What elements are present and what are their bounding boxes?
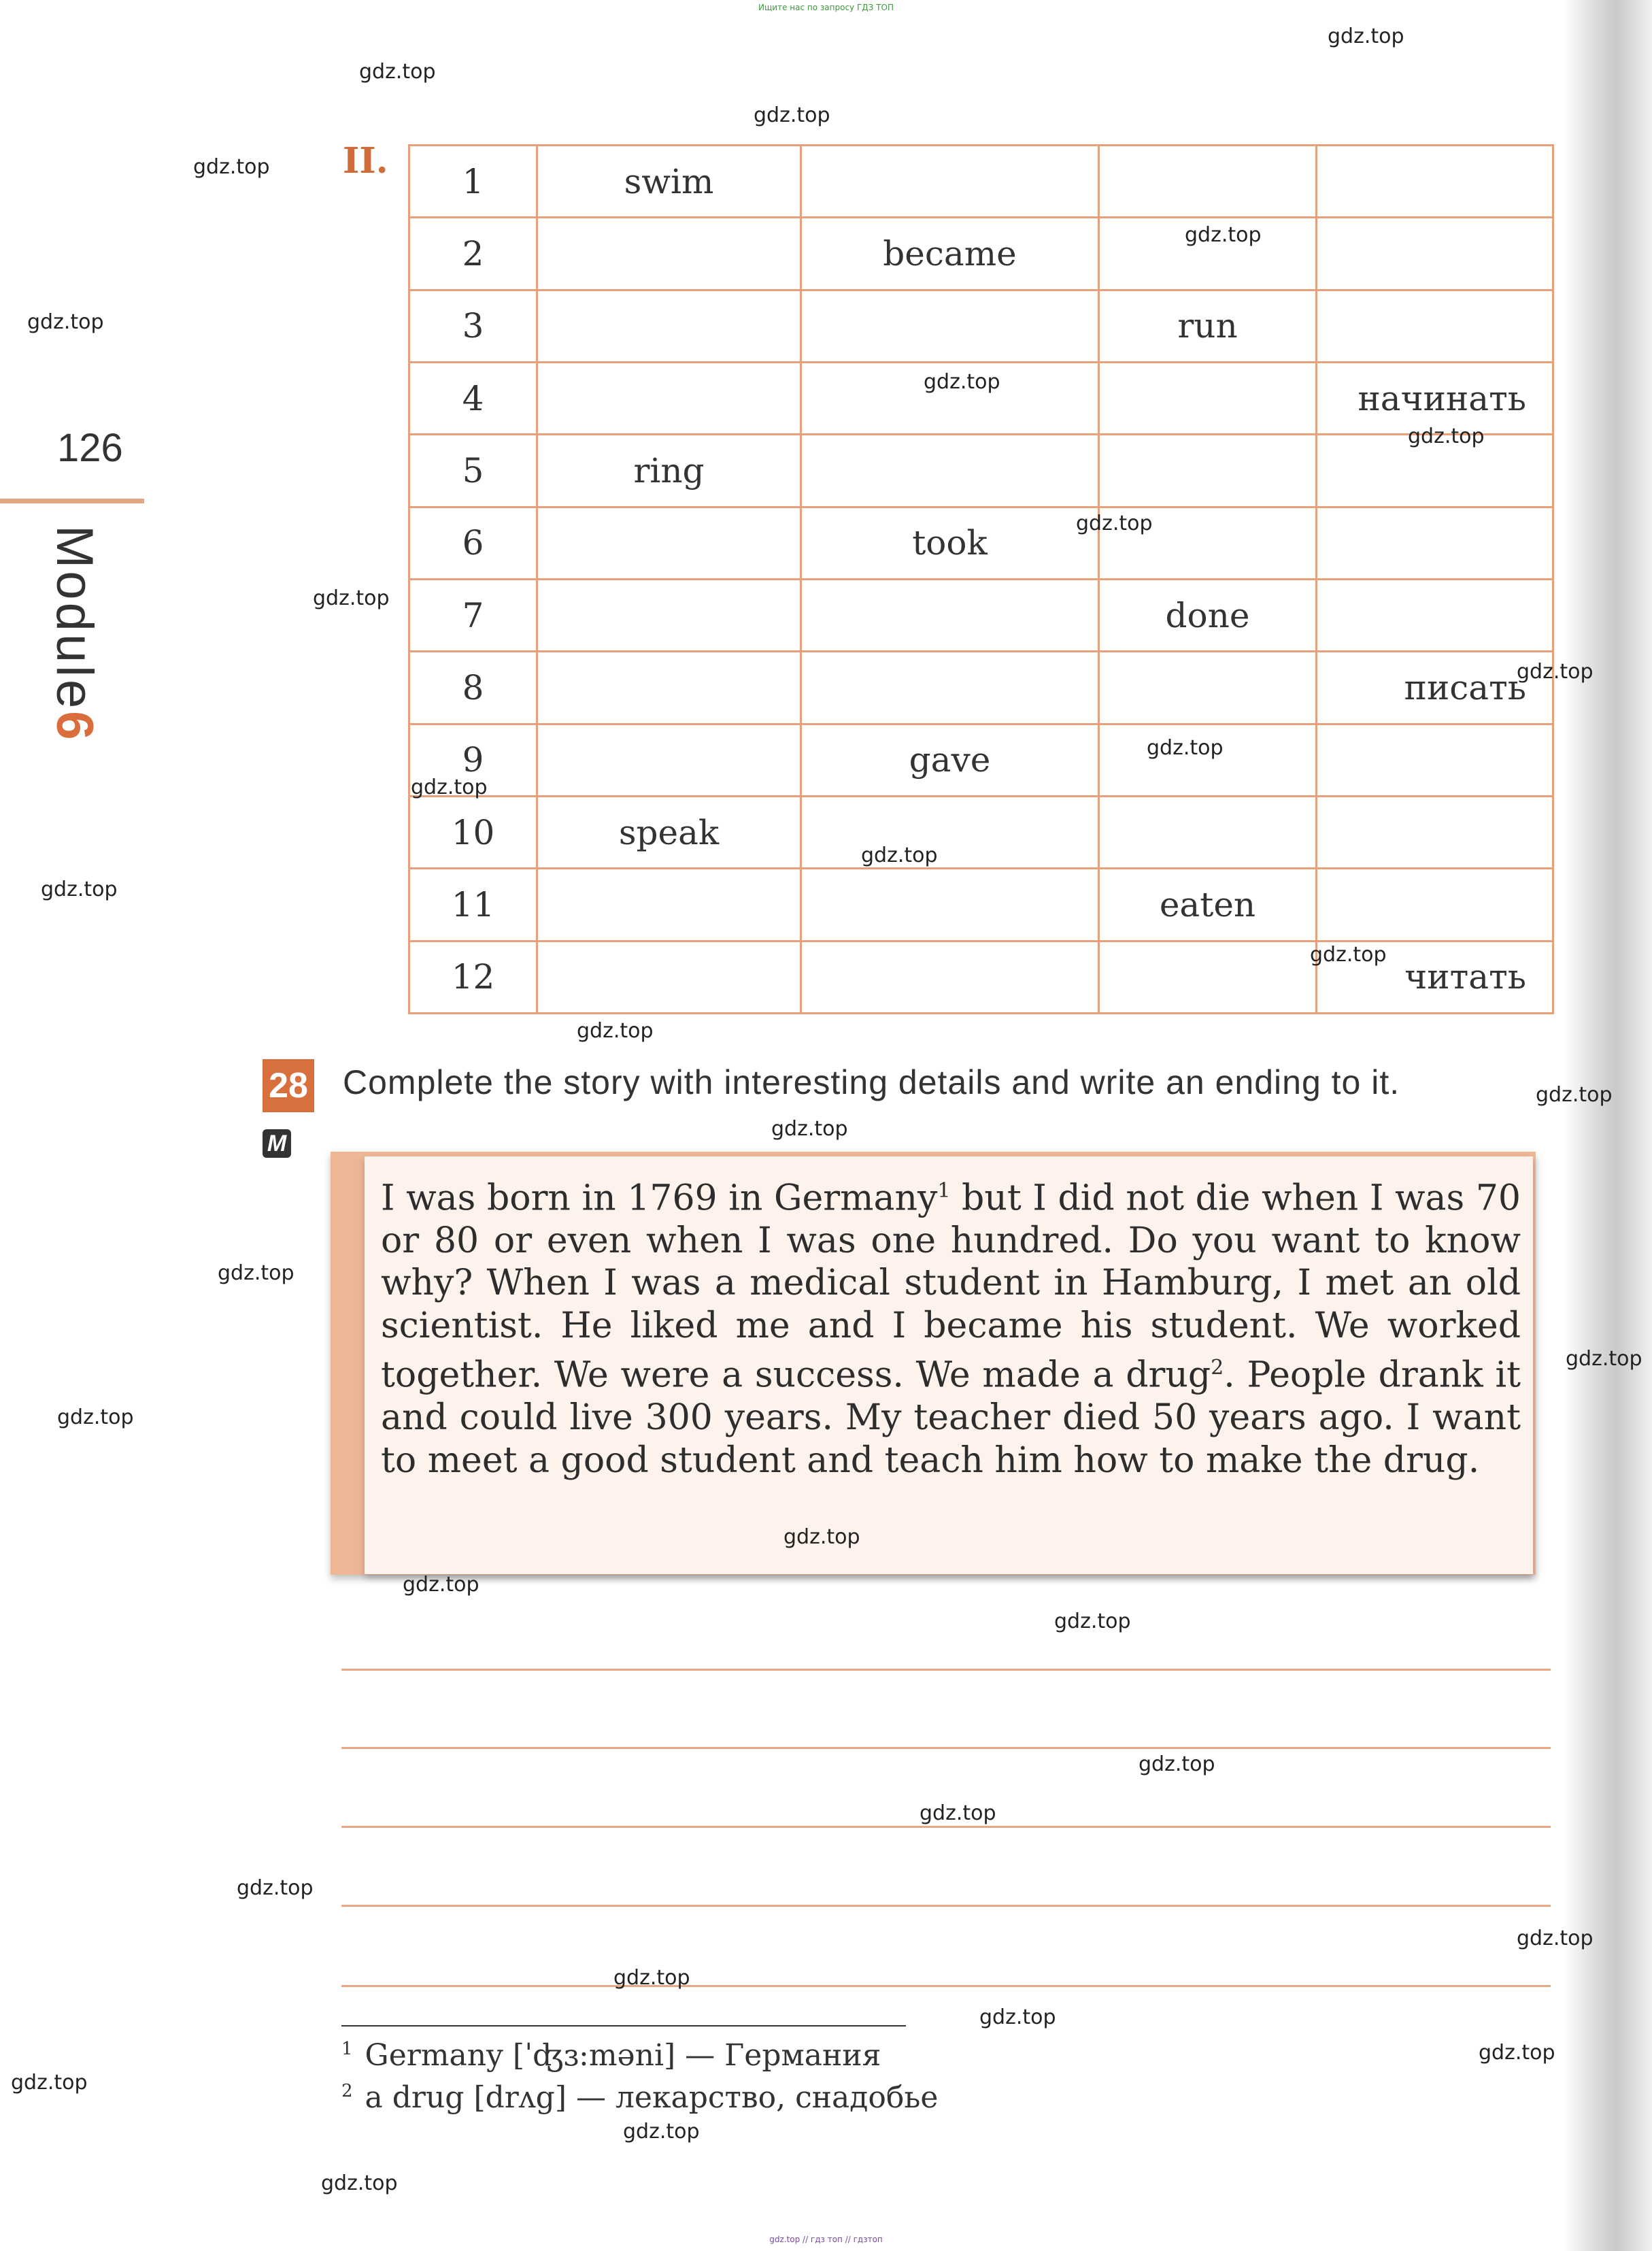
watermark: gdz.top — [979, 2005, 1056, 2029]
writing-line[interactable] — [341, 1747, 1551, 1749]
writing-line[interactable] — [341, 1826, 1551, 1828]
page-edge-shadow — [1564, 0, 1652, 2251]
blank-cell[interactable] — [801, 652, 1099, 724]
portfolio-icon: M — [263, 1129, 291, 1158]
table-row — [409, 290, 1553, 362]
watermark: gdz.top — [924, 370, 1000, 394]
blank-cell[interactable] — [1099, 652, 1317, 724]
watermark: gdz.top — [403, 1573, 479, 1597]
watermark: gdz.top — [57, 1405, 134, 1429]
blank-cell[interactable] — [537, 362, 801, 434]
row-number: 10 — [409, 796, 537, 868]
watermark: gdz.top — [1517, 1927, 1594, 1950]
blank-cell[interactable] — [801, 146, 1099, 218]
blank-cell[interactable] — [1099, 362, 1317, 434]
footnote-divider — [341, 2025, 906, 2027]
table-row — [409, 507, 1553, 579]
row-number: 8 — [409, 652, 537, 724]
blank-cell[interactable] — [1317, 218, 1553, 290]
blank-cell[interactable] — [537, 652, 801, 724]
watermark: gdz.top — [1566, 1347, 1642, 1371]
footnote-1: $^1$ Germany [ˈʤɜ:məni] — Германия — [341, 2038, 881, 2073]
blank-cell[interactable] — [1317, 290, 1553, 362]
watermark: gdz.top — [1185, 223, 1262, 247]
blank-cell[interactable] — [537, 218, 801, 290]
watermark: gdz.top — [771, 1117, 848, 1141]
verb-form-cell: gave — [801, 724, 1099, 796]
verb-form-cell: eaten — [1099, 869, 1317, 941]
watermark: gdz.top — [27, 310, 104, 334]
row-number: 6 — [409, 507, 537, 579]
row-number: 5 — [409, 435, 537, 507]
blank-cell[interactable] — [537, 290, 801, 362]
watermark: gdz.top — [754, 103, 830, 127]
blank-cell[interactable] — [801, 869, 1099, 941]
row-number: 3 — [409, 290, 537, 362]
top-note: Ищите нас по запросу ГДЗ ТОП — [758, 3, 894, 12]
blank-cell[interactable] — [1317, 869, 1553, 941]
table-row — [409, 724, 1553, 796]
module-word: Module — [46, 525, 103, 712]
watermark: gdz.top — [1479, 2041, 1555, 2065]
watermark: gdz.top — [193, 155, 270, 179]
watermark: gdz.top — [313, 586, 390, 610]
table-row — [409, 218, 1553, 290]
verb-form-cell: speak — [537, 796, 801, 868]
table-row — [409, 869, 1553, 941]
watermark: gdz.top — [577, 1019, 654, 1043]
blank-cell[interactable] — [1099, 435, 1317, 507]
bottom-note: gdz.top // гдз топ // гдзтоп — [769, 2235, 883, 2244]
page-number-divider — [0, 499, 144, 503]
page-number: 126 — [57, 426, 123, 470]
blank-cell[interactable] — [1317, 796, 1553, 868]
verb-form-cell: became — [801, 218, 1099, 290]
watermark: gdz.top — [1076, 512, 1153, 535]
table-row — [409, 796, 1553, 868]
writing-line[interactable] — [341, 1905, 1551, 1907]
row-number: 11 — [409, 869, 537, 941]
watermark: gdz.top — [1310, 943, 1387, 967]
watermark: gdz.top — [783, 1525, 860, 1549]
blank-cell[interactable] — [1317, 579, 1553, 651]
watermark: gdz.top — [237, 1876, 314, 1900]
module-number: 6 — [46, 711, 103, 743]
verb-forms-table — [408, 144, 1554, 1014]
blank-cell[interactable] — [537, 507, 801, 579]
blank-cell[interactable] — [537, 941, 801, 1013]
row-number: 2 — [409, 218, 537, 290]
blank-cell[interactable] — [1317, 724, 1553, 796]
watermark: gdz.top — [218, 1261, 294, 1285]
verb-form-cell: swim — [537, 146, 801, 218]
watermark: gdz.top — [920, 1801, 996, 1825]
verb-form-cell: done — [1099, 579, 1317, 651]
blank-cell[interactable] — [1099, 146, 1317, 218]
verb-form-cell: ring — [537, 435, 801, 507]
translation-cell: читать — [1317, 941, 1553, 1013]
writing-line[interactable] — [341, 1669, 1551, 1671]
watermark: gdz.top — [1536, 1083, 1613, 1107]
watermark: gdz.top — [411, 776, 488, 799]
blank-cell[interactable] — [801, 796, 1099, 868]
translation-cell: начинать — [1317, 362, 1553, 434]
exercise-label: II. — [343, 140, 388, 182]
verb-form-cell: run — [1099, 290, 1317, 362]
table-row — [409, 579, 1553, 651]
watermark: gdz.top — [613, 1966, 690, 1990]
row-number: 1 — [409, 146, 537, 218]
watermark: gdz.top — [1408, 424, 1485, 448]
blank-cell[interactable] — [1099, 724, 1317, 796]
row-number: 7 — [409, 579, 537, 651]
watermark: gdz.top — [11, 2071, 88, 2095]
blank-cell[interactable] — [1099, 941, 1317, 1013]
module-label — [45, 525, 104, 743]
blank-cell[interactable] — [1317, 507, 1553, 579]
watermark: gdz.top — [623, 2120, 700, 2144]
blank-cell[interactable] — [1317, 146, 1553, 218]
blank-cell[interactable] — [801, 290, 1099, 362]
verb-form-cell: took — [801, 507, 1099, 579]
watermark: gdz.top — [321, 2171, 398, 2195]
writing-line[interactable] — [341, 1985, 1551, 1987]
exercise-instruction: Complete the story with interesting details and write an ending to it. — [343, 1063, 1400, 1101]
watermark: gdz.top — [1139, 1752, 1215, 1776]
watermark: gdz.top — [861, 844, 938, 867]
footnote-mark-2: 2 — [1211, 1356, 1224, 1380]
blank-cell[interactable] — [801, 579, 1099, 651]
exercise-number: 28 — [263, 1059, 314, 1112]
story-text: I was born in 1769 in Germany$^1$ but I did not die when I was 70 or 80 or even when I was one hundred. Do you want to know why? When I was a medical student in Hamburg, I met an old scientist. He liked me and I became his student. We worked together. We were a success. We made a drug$^2$. People drank it and could live 300 years. My teacher died 50 years ago. I want to meet a good student and teach him how to make the drug. — [381, 1178, 1521, 1481]
row-number: 9 — [409, 724, 537, 796]
watermark: gdz.top — [1054, 1610, 1131, 1633]
blank-cell[interactable] — [801, 435, 1099, 507]
blank-cell[interactable] — [537, 724, 801, 796]
row-number: 4 — [409, 362, 537, 434]
watermark: gdz.top — [1328, 24, 1404, 48]
translation-cell: писать — [1317, 652, 1553, 724]
table-row — [409, 652, 1553, 724]
blank-cell[interactable] — [1099, 796, 1317, 868]
watermark: gdz.top — [41, 878, 118, 901]
row-number: 12 — [409, 941, 537, 1013]
blank-cell[interactable] — [537, 869, 801, 941]
watermark: gdz.top — [359, 60, 436, 84]
footnote-2: $^2$ a drug [drʌg] — лекарство, снадобье — [341, 2080, 939, 2115]
table-row — [409, 435, 1553, 507]
watermark: gdz.top — [1517, 660, 1594, 684]
footnote-mark-1: 1 — [937, 1179, 951, 1203]
watermark: gdz.top — [1147, 736, 1224, 760]
blank-cell[interactable] — [801, 941, 1099, 1013]
table-row — [409, 146, 1553, 218]
blank-cell[interactable] — [537, 579, 801, 651]
